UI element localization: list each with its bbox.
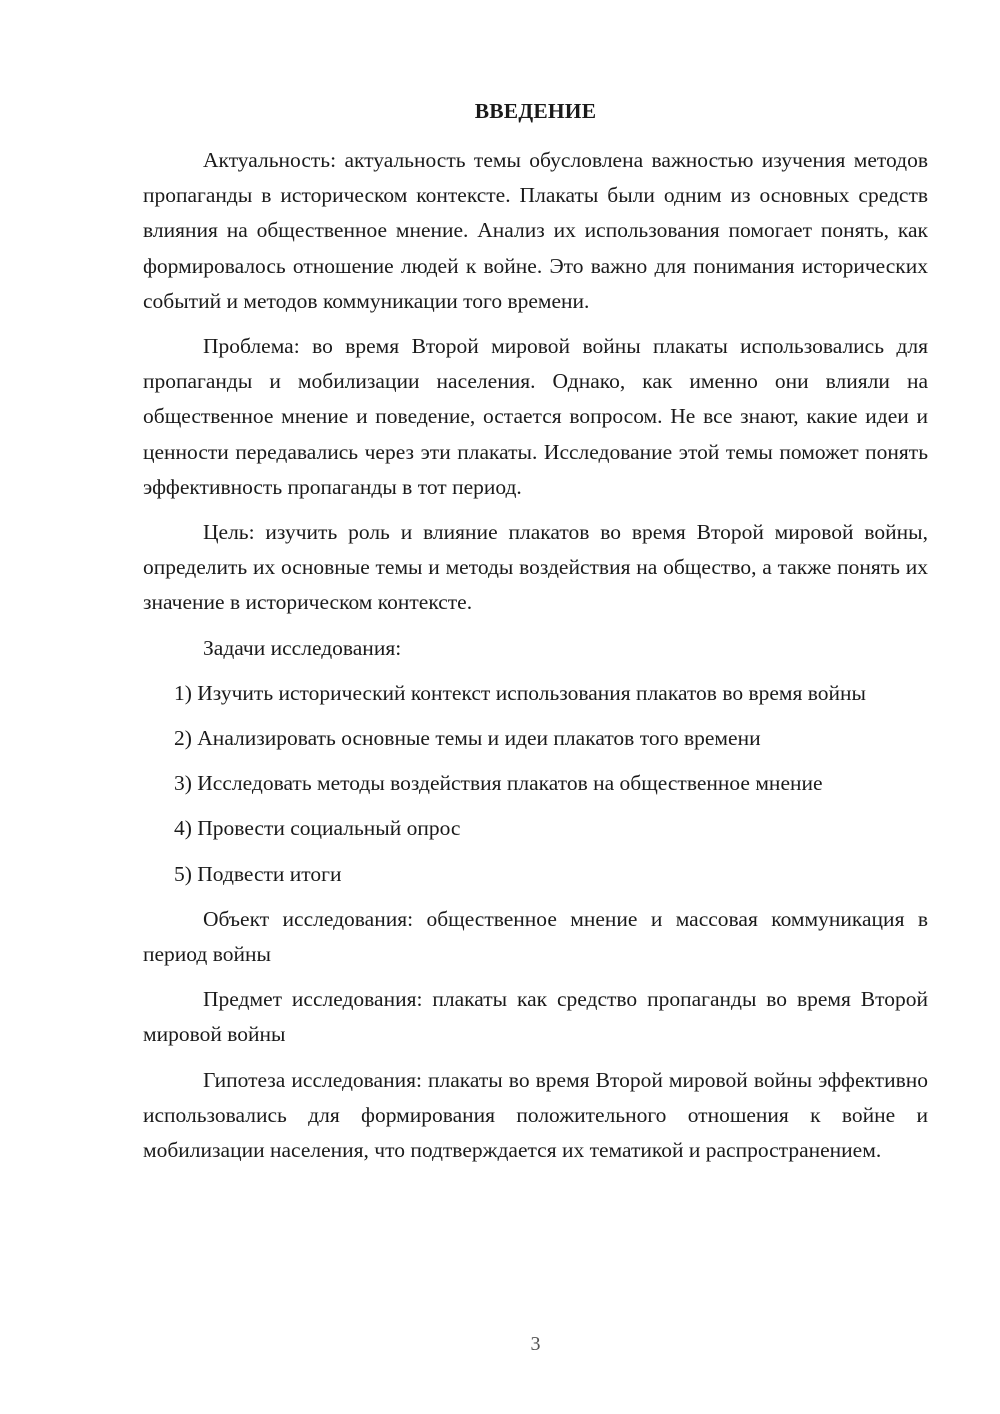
tasks-heading: Задачи исследования:	[203, 635, 402, 660]
list-item-task-2: 2) Анализировать основные темы и идеи плакатов того времени	[174, 726, 761, 751]
list-item-task-5: 5) Подвести итоги	[174, 861, 342, 886]
list-item-task-3: 3) Исследовать методы воздействия плакатов на общественное мнение	[174, 771, 823, 796]
paragraph-goal: Цель: изучить роль и влияние плакатов во время Второй мировой войны, определить их основные темы и методы воздействия на общество, а также понять их значение в историческом контексте.	[143, 520, 928, 615]
list-item-task-4: 4) Провести социальный опрос	[174, 816, 461, 841]
paragraph-hypothesis: Гипотеза исследования: плакаты во время Второй мировой войны эффективно использовались для формирования положительного отношения к войне и мобилизации населения, что подтверждается их тематикой и распространением.	[143, 1067, 928, 1163]
document-body	[143, 143, 928, 1178]
page-number: 3	[530, 1333, 541, 1355]
paragraph-object: Объект исследования: общественное мнение и массовая коммуникация в период войны	[143, 906, 928, 967]
list-item-task-1: 1) Изучить исторический контекст использования плакатов во время войны	[174, 680, 866, 705]
paragraph-problem: Проблема: во время Второй мировой войны плакаты использовались для пропаганды и мобилизации населения. Однако, как именно они влияли на общественное мнение и поведение, остается вопросом. Не все знают, какие идеи и ценности передавались через эти плакаты. Исследование этой темы поможет понять эффективность пропаганды в тот период.	[143, 334, 928, 499]
paragraph-subject: Предмет исследования: плакаты как средство пропаганды во время Второй мировой войны	[143, 987, 928, 1047]
page-title: ВВЕДЕНИЕ	[474, 99, 597, 123]
paragraph-relevance: Актуальность: актуальность темы обусловлена важностью изучения методов пропаганды в историческом контексте. Плакаты были одним из основных средств влияния на общественное мнение. Анализ их использования помогает понять, как формировалось отношение людей к войне. Это важно для понимания исторических событий и методов коммуникации того времени.	[143, 148, 928, 313]
